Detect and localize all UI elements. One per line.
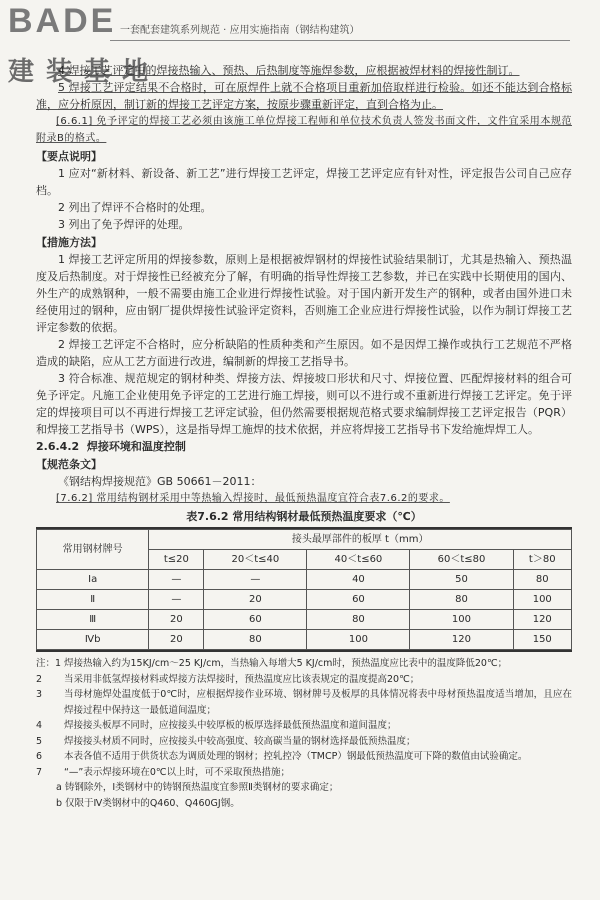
table-cell: 120 [410,630,513,650]
note-text: 焊接接头材质不同时，应按接头中较高强度、较高碳当量的钢材选择最低预热温度； [64,735,416,747]
table-row [37,610,572,630]
table-cell: 80 [307,610,410,630]
note-item [36,672,572,688]
subnote-a: a 铸钢除外，Ⅰ类钢材中的铸钢预热温度宜参照Ⅱ类钢材的要求确定； [56,782,339,793]
note-item [36,734,572,750]
table-cell: 80 [513,570,572,590]
table-row [37,570,572,590]
table-cell: 20 [149,610,204,630]
measure-1: 1 焊接工艺评定所用的焊接参数，原则上是根据被焊钢材的焊接性试验结果制订，尤其是热输入、预热温度及后热制度。对于焊接性已经被充分了解，有明确的指导性焊接工艺参数，并已在实践中长期使用的国内、外生产的成熟钢种，一般不需要由施工企业进行焊接性试验。对于国内新开发生产的钢种，或者由国外进口未经使用过的钢种，应由钢厂提供焊接性试验评定资料，否则施工企业应进行焊接性试验，以作为制订焊接工艺评定参数的依据。 [36,253,572,334]
table-col-header: 60＜t≤80 [410,550,513,570]
subnote-b: b 仅限于Ⅳ类钢材中的Q460、Q460GJ钢。 [56,797,240,809]
section-title: 焊接环境和温度控制 [86,440,186,453]
table-row [37,630,572,650]
point-1: 1 应对“新材料、新设备、新工艺”进行焊接工艺评定，焊接工艺评定应有针对性，评定报告公司自己应存档。 [36,167,572,197]
table-col-header: t＞80 [513,550,572,570]
note-number: 7 [36,766,43,778]
table-cell: 20 [204,590,307,610]
table-cell: — [149,570,204,590]
measure-2: 2 焊接工艺评定不合格时，应分析缺陷的性质种类和产生原因。如不是因焊工操作或执行工艺规范不严格造成的缺陷，应从工艺方面进行改进，编制新的焊接工艺指导书。 [36,338,572,368]
note-number: 6 [36,751,43,762]
note-number: 3 [36,689,43,700]
table-col-header: 20＜t≤40 [204,550,307,570]
table-cell: — [204,570,307,590]
note-number: 4 [36,720,43,731]
note-text: 当采用非低氢焊接材料或焊接方法焊接时，预热温度应比该表规定的温度提高20℃； [64,673,420,685]
point-2: 2 列出了焊评不合格时的处理。 [58,201,212,214]
brand-logo: BADE [8,2,117,40]
table-cell: 50 [410,570,513,590]
table-cell: 100 [307,630,410,650]
table-col-header: 40＜t≤60 [307,550,410,570]
para-top-5: 5 焊接工艺评定结果不合格时，可在原焊件上就不合格项目重新加倍取样进行检验。如还不能达到合格标准，应分析原因，制订新的焊接工艺评定方案，按原步骤重新评定，直到合格为止。 [36,81,572,111]
section-number: 2.6.4.2 [36,440,80,453]
note-item [36,718,572,734]
para-top-4: 4 焊接工艺评定中的焊接热输入、预热、后热制度等施焊参数，应根据被焊材料的焊接性制订。 [58,64,520,77]
table-row-header: 常用钢材牌号 [37,530,149,570]
clause-7-6-2: [7.6.2] 常用结构钢材采用中等热输入焊接时，最低预热温度宜符合表7.6.2的要求。 [56,493,450,504]
table-cell: 100 [410,610,513,630]
point-3: 3 列出了免予焊评的处理。 [58,218,190,231]
table-cell: 80 [410,590,513,610]
note-number: 注：1 [36,658,62,669]
table-cell: 60 [204,610,307,630]
table-col-header: t≤20 [149,550,204,570]
note-text: 当母材施焊处温度低于0℃时，应根据焊接作业环境、钢材牌号及板厚的具体情况将表中母材预热温度适当增加，且应在焊接过程中保持这一最低道间温度； [64,689,572,716]
section-heading [36,438,572,455]
table-cell: — [149,590,204,610]
preheat-table [36,529,572,650]
brand-logo-subtitle: 建装基地 [8,57,161,87]
page-header: 一套配套建筑系列规范 · 应用实施指南（钢结构建筑） [120,25,360,36]
table-group-header: 接头最厚部件的板厚 t（mm） [149,530,572,550]
note-text: 焊接热输入约为15KJ/cm～25 KJ/cm，当热输入每增大5 KJ/cm时，预热温度应比表中的温度降低20℃； [64,658,508,669]
table-cell-grade: Ⅲ [37,610,149,630]
header-rule [110,40,570,41]
preheat-table-wrapper [36,527,572,652]
table-cell: 100 [513,590,572,610]
table-cell: 20 [149,630,204,650]
page-content [36,62,572,811]
note-number: 5 [36,735,43,747]
table-cell-grade: Ⅱ [37,590,149,610]
table-caption: 表7.6.2 常用结构钢材最低预热温度要求（℃） [186,510,422,523]
note-text: 焊接接头板厚不同时，应按接头中较厚板的板厚选择最低预热温度和道间温度； [64,720,397,731]
table-cell: 150 [513,630,572,650]
spec-heading: 【规范条文】 [36,458,102,471]
note-text: 本表各值不适用于供货状态为调质处理的钢材；控轧控冷（TMCP）钢最低预热温度可下降的数值由试验确定。 [64,751,528,762]
table-cell: 80 [204,630,307,650]
measures-heading: 【措施方法】 [36,236,102,249]
table-cell: 120 [513,610,572,630]
note-item [36,656,572,672]
table-cell: 40 [307,570,410,590]
table-notes [36,656,572,811]
note-text: “—”表示焊接环境在0℃以上时，可不采取预热措施； [64,766,291,778]
note-item [36,765,572,781]
note-number: 2 [36,673,43,685]
note-item [36,687,572,718]
points-heading: 【要点说明】 [36,150,102,163]
table-cell: 60 [307,590,410,610]
table-cell-grade: Ⅳb [37,630,149,650]
measure-3: 3 符合标准、规范规定的钢材种类、焊接方法、焊接坡口形状和尺寸、焊接位置、匹配焊接材料的组合可免予评定。凡施工企业使用免予评定的工艺进行施工焊接，则可以不进行或不重新进行焊接工艺评定。免于评定的焊接项目可以不再进行焊接工艺评定试验，但仍然需要根据规范格式要求编制焊接工艺评定报告（PQR）和焊接工艺指导书（WPS），这是指导焊工施焊的技术依据，并应将焊接工艺指导书下发给施焊焊工人。 [36,372,572,436]
clause-6-6-1: [6.6.1] 免予评定的焊接工艺必须由该施工单位焊接工程师和单位技术负责人签发书面文件，文件宜采用本规范附录B的格式。 [36,116,572,144]
spec-reference: 《钢结构焊接规范》GB 50661－2011： [58,475,262,488]
note-item [36,749,572,765]
table-cell-grade: Ⅰa [37,570,149,590]
table-row [37,590,572,610]
